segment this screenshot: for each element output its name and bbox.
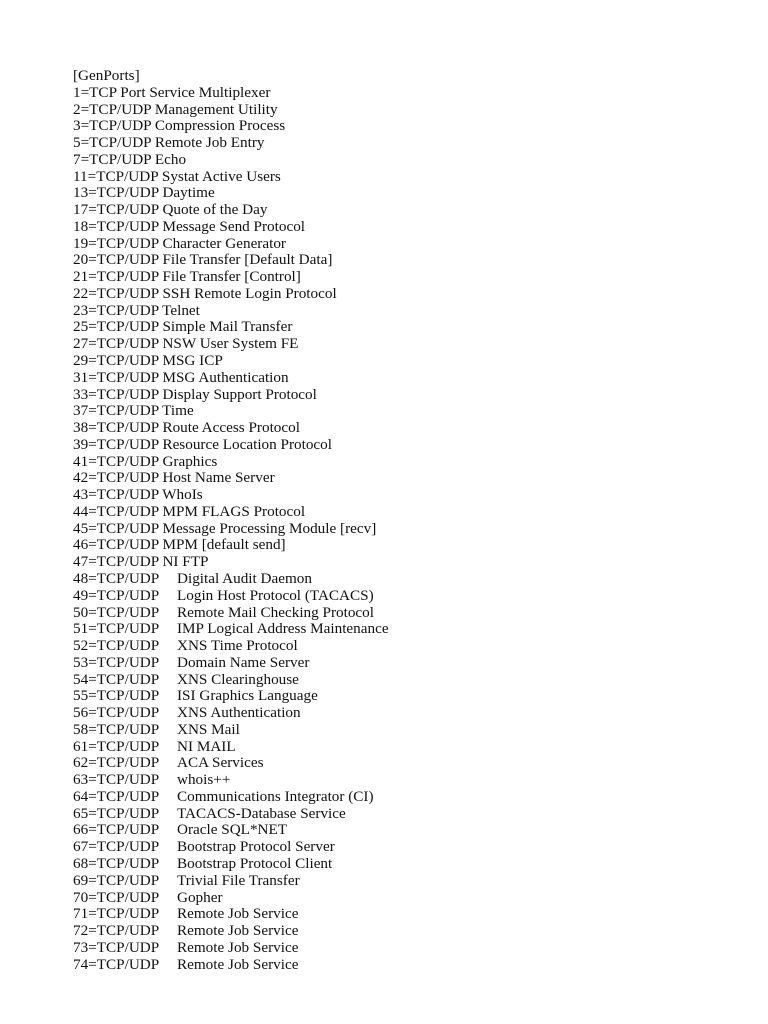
port-protocol: 64=TCP/UDP <box>73 787 160 805</box>
port-entry-line: 11=TCP/UDP Systat Active Users <box>73 167 281 185</box>
port-entry-line: 47=TCP/UDP NI FTP <box>73 553 209 571</box>
port-entry-line: 19=TCP/UDP Character Generator <box>73 234 286 252</box>
service-name: XNS Time Protocol <box>177 637 298 655</box>
service-name: IMP Logical Address Maintenance <box>177 620 389 638</box>
port-entry-line: 45=TCP/UDP Message Processing Module [recv] <box>73 519 377 537</box>
port-entry-line: 13=TCP/UDP Daytime <box>73 184 215 202</box>
port-protocol: 74=TCP/UDP <box>73 955 160 973</box>
service-name: Remote Job Service <box>177 905 299 923</box>
port-entry-line <box>73 638 733 655</box>
service-name: TACACS-Database Service <box>177 804 346 822</box>
service-name: Login Host Protocol (TACACS) <box>177 586 374 604</box>
port-protocol: 66=TCP/UDP <box>73 821 160 839</box>
port-entry-line: 29=TCP/UDP MSG ICP <box>73 352 223 370</box>
service-name: Remote Job Service <box>177 955 299 973</box>
port-protocol: 72=TCP/UDP <box>73 922 160 940</box>
service-name: XNS Authentication <box>177 704 301 722</box>
section-header: [GenPorts] <box>73 67 140 84</box>
port-entry-line: 20=TCP/UDP File Transfer [Default Data] <box>73 251 333 269</box>
service-name: Bootstrap Protocol Client <box>177 854 333 872</box>
service-name: Remote Mail Checking Protocol <box>177 603 374 621</box>
port-entry-line <box>73 822 733 839</box>
service-name: Trivial File Transfer <box>177 871 300 889</box>
port-protocol: 67=TCP/UDP <box>73 838 160 856</box>
port-entry-line: 43=TCP/UDP WhoIs <box>73 486 203 504</box>
port-protocol: 49=TCP/UDP <box>73 586 160 604</box>
port-entry-line: 31=TCP/UDP MSG Authentication <box>73 368 289 386</box>
port-entry-line: 25=TCP/UDP Simple Mail Transfer <box>73 318 293 336</box>
service-name: Domain Name Server <box>177 653 310 671</box>
port-entry-line <box>73 873 733 890</box>
port-entry-line: 23=TCP/UDP Telnet <box>73 301 200 319</box>
service-name: Gopher <box>177 888 223 906</box>
port-entry-line <box>73 655 733 672</box>
port-entry-line <box>73 705 733 722</box>
port-entry-line <box>73 923 733 940</box>
service-name: Digital Audit Daemon <box>177 569 312 587</box>
port-entry-line <box>73 806 733 823</box>
port-entry-line: 7=TCP/UDP Echo <box>73 150 187 168</box>
port-entry-line <box>73 839 733 856</box>
tabbed-lines <box>73 571 733 973</box>
port-protocol: 54=TCP/UDP <box>73 670 160 688</box>
port-entry-line <box>73 772 733 789</box>
service-name: NI MAIL <box>177 737 236 755</box>
port-protocol: 52=TCP/UDP <box>73 637 160 655</box>
port-protocol: 63=TCP/UDP <box>73 771 160 789</box>
service-name: XNS Mail <box>177 720 240 738</box>
port-entry-line: 1=TCP Port Service Multiplexer <box>73 83 271 101</box>
port-entry-line: 18=TCP/UDP Message Send Protocol <box>73 217 306 235</box>
port-protocol: 56=TCP/UDP <box>73 704 160 722</box>
port-entry-line: 5=TCP/UDP Remote Job Entry <box>73 134 265 152</box>
port-protocol: 62=TCP/UDP <box>73 754 160 772</box>
port-entry-line <box>73 621 733 638</box>
port-protocol: 70=TCP/UDP <box>73 888 160 906</box>
port-protocol: 68=TCP/UDP <box>73 854 160 872</box>
port-protocol: 48=TCP/UDP <box>73 569 160 587</box>
single-column-lines <box>73 85 733 571</box>
port-entry-line <box>73 906 733 923</box>
port-entry-line <box>73 688 733 705</box>
port-protocol: 71=TCP/UDP <box>73 905 160 923</box>
port-entry-line <box>73 789 733 806</box>
port-entry-line: 33=TCP/UDP Display Support Protocol <box>73 385 317 403</box>
port-protocol: 55=TCP/UDP <box>73 687 160 705</box>
port-protocol: 65=TCP/UDP <box>73 804 160 822</box>
service-name: Bootstrap Protocol Server <box>177 838 335 856</box>
port-entry-line <box>73 571 733 588</box>
port-entry-line <box>73 957 733 974</box>
service-name: XNS Clearinghouse <box>177 670 299 688</box>
port-entry-line: 3=TCP/UDP Compression Process <box>73 117 286 135</box>
service-name: Remote Job Service <box>177 938 299 956</box>
port-entry-line: 2=TCP/UDP Management Utility <box>73 100 278 118</box>
port-list <box>73 68 733 973</box>
port-entry-line <box>73 890 733 907</box>
port-protocol: 58=TCP/UDP <box>73 720 160 738</box>
port-entry-line <box>73 856 733 873</box>
service-name: Remote Job Service <box>177 922 299 940</box>
port-entry-line: 44=TCP/UDP MPM FLAGS Protocol <box>73 502 306 520</box>
port-entry-line <box>73 739 733 756</box>
port-entry-line <box>73 755 733 772</box>
service-name: Communications Integrator (CI) <box>177 787 374 805</box>
port-entry-line <box>73 940 733 957</box>
port-entry-line: 27=TCP/UDP NSW User System FE <box>73 335 299 353</box>
port-protocol: 73=TCP/UDP <box>73 938 160 956</box>
port-protocol: 50=TCP/UDP <box>73 603 160 621</box>
service-name: Oracle SQL*NET <box>177 821 288 839</box>
port-protocol: 51=TCP/UDP <box>73 620 160 638</box>
service-name: whois++ <box>177 771 231 789</box>
port-entry-line <box>73 588 733 605</box>
port-entry-line: 46=TCP/UDP MPM [default send] <box>73 536 286 554</box>
port-protocol: 53=TCP/UDP <box>73 653 160 671</box>
port-entry-line: 38=TCP/UDP Route Access Protocol <box>73 419 300 437</box>
service-name: ACA Services <box>177 754 264 772</box>
port-entry-line: 17=TCP/UDP Quote of the Day <box>73 201 268 219</box>
port-entry-line: 21=TCP/UDP File Transfer [Control] <box>73 268 301 286</box>
port-entry-line: 39=TCP/UDP Resource Location Protocol <box>73 435 332 453</box>
port-entry-line: 41=TCP/UDP Graphics <box>73 452 218 470</box>
port-entry-line <box>73 672 733 689</box>
port-entry-line: 42=TCP/UDP Host Name Server <box>73 469 275 487</box>
port-protocol: 69=TCP/UDP <box>73 871 160 889</box>
port-entry-line: 37=TCP/UDP Time <box>73 402 194 420</box>
port-entry-line <box>73 722 733 739</box>
service-name: ISI Graphics Language <box>177 687 318 705</box>
port-entry-line: 22=TCP/UDP SSH Remote Login Protocol <box>73 284 337 302</box>
port-entry-line <box>73 605 733 622</box>
port-protocol: 61=TCP/UDP <box>73 737 160 755</box>
